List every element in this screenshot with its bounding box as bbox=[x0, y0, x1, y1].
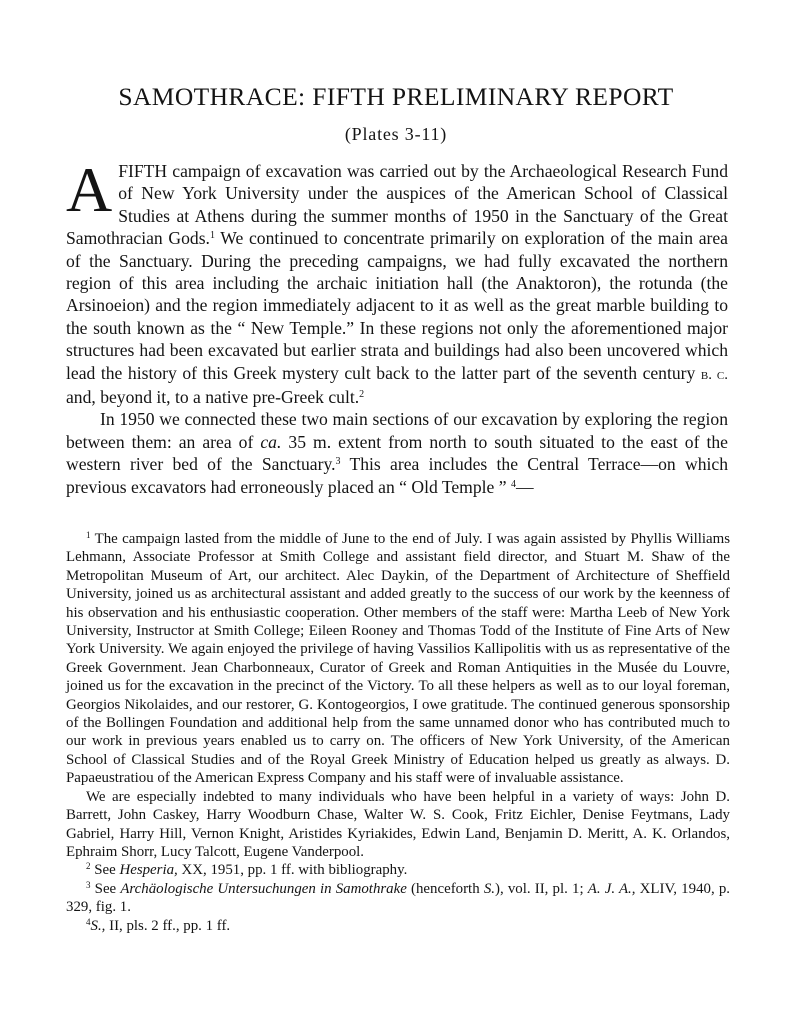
footnote-2 bbox=[66, 861, 730, 879]
paragraph-1-text-c: and, beyond it, to a native pre-Greek cult. bbox=[66, 387, 360, 408]
footnote-ref-1: 1 bbox=[209, 230, 215, 242]
footnote-3-text-b: (henceforth bbox=[406, 880, 484, 897]
footnote-3-number: 3 bbox=[86, 879, 91, 890]
footnote-3-text-d: XLIV, 1940, p. 329, fig. 1. bbox=[66, 880, 731, 916]
footnote-ref-2: 2 bbox=[359, 389, 365, 401]
footnote-1 bbox=[66, 530, 730, 788]
footnote-4-number: 4 bbox=[86, 916, 91, 927]
footnote-3-text-c: ), vol. II, pl. 1; bbox=[494, 880, 588, 897]
paragraph-2-text-b: 35 m. extent from north to south situated to the east of the western river bed of the Sanctuary. bbox=[66, 431, 728, 475]
footnote-1-continued: We are especially indebted to many individuals who have been helpful in a variety of ways: John D. Barrett, John Caskey, Harry Woodburn Chase, Walter W. S. Cook, Fritz Eichler, Denise Feytmans, Lady Gabriel, Harry Hill, Vernon Knight, Aristides Kyriakides, Edwin Land, Benjamin D. Meritt, A. K. Orlandos, Ephraim Shorr, Lucy Talcott, Eugene Vanderpool. bbox=[66, 788, 730, 860]
paragraph-2-text-d: — bbox=[515, 476, 534, 497]
paragraph-1-text-b: We continued to concentrate primarily on exploration of the main area of the Sanctuary. During the preceding campaigns, we had fully excavated the northern region of this area including the archaic initiation hall (the Anaktoron), the rotunda (the Arsinoeion) and the region immediately adjacent to it as well as the great marble building to the south known as the “ New Temple.” In these regions not only the aforementioned major structures had been excavated but earlier strata and buildings had also been uncovered which lead the history of this Greek mystery cult back to the latter part of the seventh century bbox=[66, 228, 728, 383]
footnote-1-text: The campaign lasted from the middle of June to the end of July. I was again assisted by Phyllis Williams Lehmann, Associate Professor at Smith College and assistant field director, and Stuart M. Shaw of the Metropolitan Museum of Art, our architect. Alec Daykin, of the Department of Architecture of Sheffield University, joined us as architectural assistant and added greatly to the success of our work by the keenness of his observation and his enthusiastic cooperation. Other members of the staff were: Martha Leeb of New York University, Instructor at Smith College; Eileen Rooney and Thomas Todd of the Institute of Fine Arts of New York University. We again enjoyed the privilege of having Vassilios Kallipolitis with us as representative of the Greek Government. Jean Charbonneaux, Curator of Greek and Roman Antiquities in the Musée du Louvre, joined us for the excavation in the precinct of the Victory. To all these helpers as well as to our loyal foreman, Georgios Nikolaides, and our restorer, G. Kontogeorgios, I owe gratitude. The continued generous sponsorship of the Bollingen Foundation and additional help from the same unnamed donor who has contributed much to our work in previous years enabled us to carry on. The officers of New York University, of the American School of Classical Studies and of the Royal Greek Ministry of Education helped us greatly as always. D. Papaeustratiou of the American Express Company and his staff were of invaluable assistance. bbox=[66, 531, 730, 787]
page-title: SAMOTHRACE: FIFTH PRELIMINARY REPORT bbox=[118, 82, 674, 111]
footnote-3-book: Archäologische Untersuchungen in Samothrake bbox=[120, 880, 407, 897]
footnote-ref-4: 4 bbox=[510, 478, 516, 490]
footnote-2-number: 2 bbox=[86, 861, 91, 872]
footnotes bbox=[66, 530, 730, 935]
footnote-4 bbox=[66, 917, 730, 935]
footnote-2-text-b: XX, 1951, pp. 1 ff. with bibliography. bbox=[177, 862, 408, 879]
footnote-2-text-a: See bbox=[90, 862, 120, 879]
footnote-3-journal: A. J. A., bbox=[587, 880, 636, 897]
article-body bbox=[66, 154, 728, 498]
footnote-3-abbrev-s: S. bbox=[483, 880, 495, 897]
drop-cap: A bbox=[66, 154, 113, 225]
paragraph-2-text-a: In 1950 we connected these two main sections of our excavation by exploring the region between them: an area of bbox=[66, 409, 728, 452]
era-abbreviation: b. c. bbox=[700, 366, 728, 383]
footnote-2-journal: Hesperia, bbox=[119, 862, 178, 879]
paragraph-2 bbox=[66, 408, 728, 498]
paragraph-2-text-c: This area includes the Central Terrace—on which previous excavators had erroneously placed an “ Old Temple ” bbox=[66, 454, 728, 497]
footnote-4-abbrev-s: S., bbox=[90, 917, 106, 934]
plates-reference: (Plates 3-11) bbox=[344, 124, 448, 144]
footnote-3-text-a: See bbox=[90, 880, 121, 897]
circa-abbreviation: ca. bbox=[260, 431, 282, 452]
footnote-1-number: 1 bbox=[86, 530, 91, 540]
footnote-3 bbox=[66, 880, 730, 917]
footnote-4-text: II, pls. 2 ff., pp. 1 ff. bbox=[105, 917, 231, 934]
paragraph-1-text-a: FIFTH campaign of excavation was carried out by the Archaeological Research Fund of New York University under the auspices of the American School of Classical Studies at Athens during the summer months of 1950 in the Sanctuary of the Great Samothracian Gods. bbox=[66, 161, 728, 249]
paragraph-1 bbox=[66, 154, 728, 408]
footnote-ref-3: 3 bbox=[335, 456, 341, 468]
